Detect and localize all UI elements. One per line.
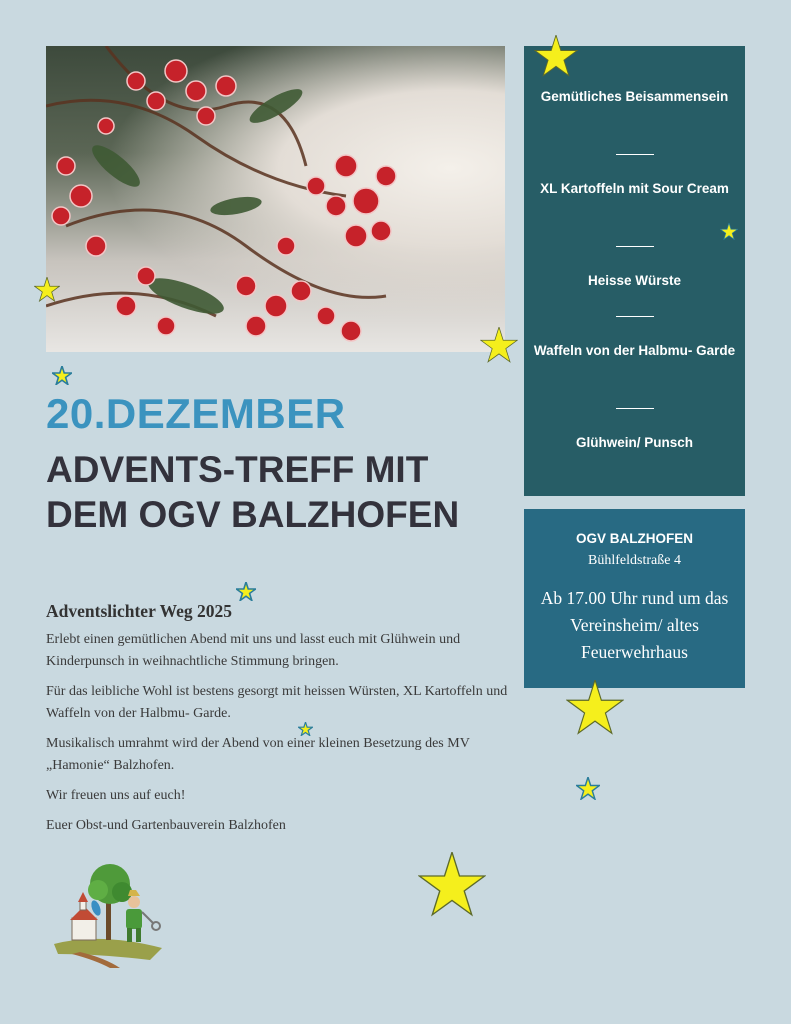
menu-item: Glühwein/ Punsch [575,435,693,450]
frozen-berries-photo [46,46,505,352]
info-address: Bühlfeldstraße 4 [588,553,681,568]
menu-item: Gemütliches Beisammensein [540,89,729,104]
menu-divider [616,154,654,155]
paragraph: Musikalisch umrahmt wird der Abend von einer kleinen Besetzung des MV „Hamonie“ Balzhofen. [46,736,470,773]
star-icon [52,366,72,385]
star-icon [298,722,313,736]
star-icon [480,327,518,363]
ogv-gardener-logo [50,862,168,970]
paragraph: Wir freuen uns auf euch! [46,788,186,803]
menu-item: Heisse Würste [587,273,682,288]
star-icon [720,223,738,240]
info-time: Ab 17.00 Uhr rund um das Vereinsheim/ altes Feuerwehrhaus [540,588,729,662]
menu-item: Waffeln von der Halbmu- Garde [533,343,736,358]
star-icon [534,35,578,77]
paragraph: Für das leibliche Wohl ist bestens gesorgt mit heissen Würsten, XL Kartoffeln und Waffeln von der Halbmu- Garde. [46,684,508,721]
star-icon [576,777,600,800]
star-icon [566,680,624,735]
date-heading: 20.DEZEMBER [46,390,346,437]
star-icon [34,277,60,302]
menu-divider [616,246,654,247]
info-box [524,509,745,688]
star-icon [418,852,486,917]
event-title: ADVENTS-TREFF MIT DEM OGV BALZHOFEN [46,449,460,535]
menu-divider [616,408,654,409]
paragraph: Euer Obst-und Gartenbauverein Balzhofen [46,818,286,833]
menu-item: XL Kartoffeln mit Sour Cream [540,181,729,196]
star-icon [236,582,256,601]
info-title: OGV BALZHOFEN [576,531,693,546]
sub-heading: Adventslichter Weg 2025 [46,601,233,621]
menu-divider [616,316,654,317]
paragraph: Erlebt einen gemütlichen Abend mit uns und lasst euch mit Glühwein und Kinderpunsch in weihnachtliche Stimmung bringen. [46,632,461,669]
menu-box [524,46,745,496]
